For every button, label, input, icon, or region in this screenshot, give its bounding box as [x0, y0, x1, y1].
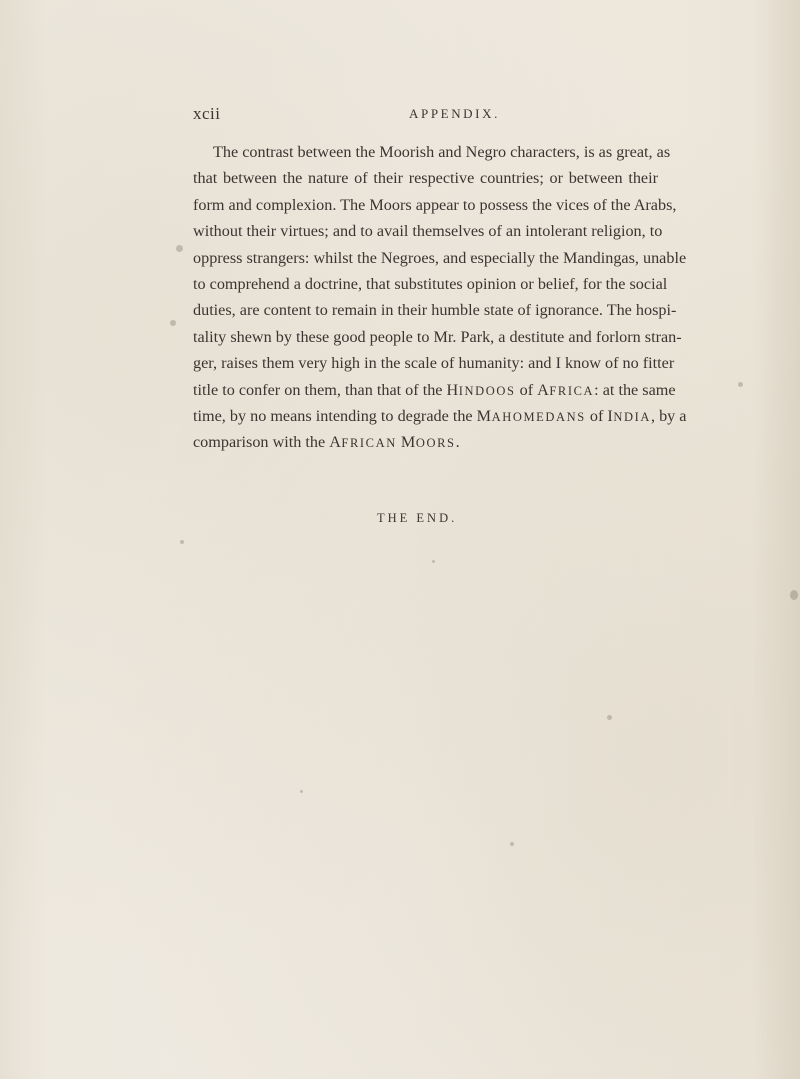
small-caps-word: FRICA	[549, 383, 595, 398]
text-line: ger, raises them very high in the scale of humanity: and I know of no fitter	[193, 354, 675, 373]
small-caps-initial: M	[476, 406, 492, 425]
text-line: duties, are content to remain in their humble state of ignorance. The hospi-	[193, 301, 677, 320]
text-line: to comprehend a doctrine, that substitutes opinion or belief, for the social	[193, 274, 668, 293]
small-caps-word: OORS	[415, 436, 456, 451]
text-line: tality shewn by these good people to Mr. Park, a destitute and forlorn stran-	[193, 327, 682, 346]
small-caps-initial: H	[446, 380, 459, 399]
text-line	[193, 403, 687, 429]
text-line: form and complexion. The Moors appear to possess the vices of the Arabs,	[193, 195, 677, 214]
text-fragment: of	[585, 406, 608, 425]
text-line: oppress strangers: whilst the Negroes, and especially the Mandingas, unable	[193, 248, 687, 267]
small-caps-word: NDIA	[613, 409, 651, 424]
text-line	[193, 429, 658, 455]
small-caps-initial: M	[400, 433, 416, 452]
the-end-mark: THE END.	[377, 511, 458, 525]
text-fragment: .	[455, 433, 460, 452]
running-head	[193, 104, 673, 126]
text-fragment: time, by no means intending to degrade the	[193, 406, 477, 425]
text-fragment: : at the same	[594, 380, 676, 399]
small-caps-word: AHOMEDANS	[491, 409, 586, 424]
paper-speck	[180, 540, 184, 544]
text-line: that between the nature of their respective countries; or between their	[193, 169, 658, 188]
paper-speck	[790, 590, 798, 600]
page-number: xcii	[193, 104, 221, 123]
text-fragment: comparison with the	[193, 433, 330, 452]
text-line	[193, 377, 676, 403]
small-caps-word: INDOOS	[458, 383, 516, 398]
paper-speck	[170, 320, 176, 326]
body-paragraph	[193, 139, 687, 456]
text-fragment: , by a	[650, 406, 687, 425]
paper-speck	[176, 245, 183, 252]
text-line: The contrast between the Moorish and Negro characters, is as great, as	[213, 143, 671, 161]
running-head-title: APPENDIX.	[409, 106, 500, 121]
paper-speck	[738, 382, 743, 387]
paper-speck	[607, 715, 612, 720]
small-caps-word: FRICAN	[341, 436, 397, 451]
small-caps-initial: A	[537, 380, 550, 399]
text-fragment: of	[515, 380, 538, 399]
paper-speck	[432, 560, 435, 563]
paper-speck	[510, 842, 514, 846]
text-line: without their virtues; and to avail themselves of an intolerant religion, to	[193, 222, 663, 241]
small-caps-initial: I	[607, 406, 614, 425]
paper-speck	[300, 790, 303, 793]
text-fragment: title to confer on them, than that of the	[193, 380, 447, 399]
small-caps-initial: A	[329, 433, 342, 452]
